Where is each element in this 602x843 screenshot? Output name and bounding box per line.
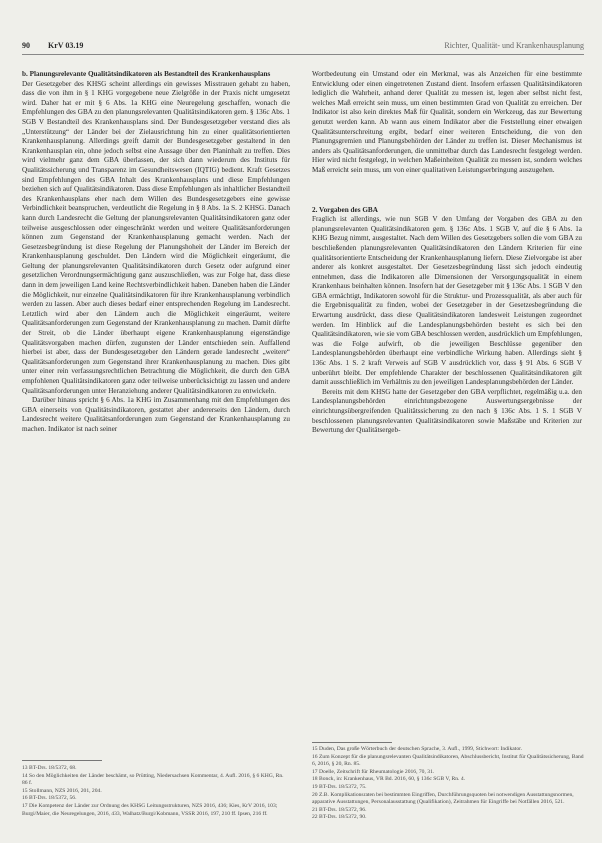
journal-abbreviation: KrV 03.19	[48, 41, 84, 50]
paragraph: Darüber hinaus spricht § 6 Abs. 1a KHG im Zusammenhang mit den Empfehlungen des GBA einerseits von Qualitätsindikatoren, gestattet aber andererseits den Ländern, durch Landesrecht weitere Qualitätsanforderungen zum Gegenstand der Krankenhausplanung zu machen. Indikator ist nach seiner	[22, 396, 290, 433]
footnote: 15 Stollmann, NZS 2016, 201, 204.	[22, 787, 102, 794]
footnote: 22 BT-Drs. 18/5372, 90.	[312, 814, 367, 821]
running-title: Richter, Qualität- und Krankenhausplanung	[444, 41, 584, 50]
paragraph: Der Gesetzgeber des KHSG scheint allerdings ein gewisses Misstrauen gehabt zu haben, dass die von ihm in § 1 KHG vorgegebene neue Zielgröße in der Praxis nicht umgesetzt wird. Daher hat er mit § 6 Abs. 1a KHG eine Neuregelung geschaffen, wonach die Empfehlungen des GBA zu den planungsrelevanten Qualitätsindikatoren gem. § 136c Abs. 1 SGB V Bestandteil des Krankenhausplans sind. Der Bundesgesetzgeber verstand dies als „Unterstützung“ der Länder bei der Zielausrichtung hin zu einer qualitätsorientierten Krankenhausplanung. Allerdings greift damit der Bundesgesetzgeber gestaltend in den Krankenhausplan ein, ohne jedoch selbst eine Aussage über den Planinhalt zu treffen. Dies wird vielmehr ganz dem GBA überlassen, der sich dann wiederum des Instituts für Qualitätssicherung und Transparenz im Gesundheitswesen (IQTIG) bedient. Kraft Gesetzes sind Empfehlungen des GBA Inhalt des Krankenhausplans und diese Empfehlungen beziehen sich auf Qualitätsindikatoren. Dass diese Empfehlungen als inhaltlicher Bestandteil des Krankenhausplans eher nach dem Willen des Bundesgesetzgebers eine gewisse Verbindlichkeit beanspruchen, verdeutlicht die Regelung in § 8 Abs. 1a S. 2 KHSG. Danach kann durch Landesrecht die Geltung der planungsrelevanten Qualitätsindikatoren ganz oder teilweise ausgeschlossen oder eingeschränkt werden und weitere Qualitätsanforderungen können zum Gegenstand der Krankenhausplanung gemacht werden. Nach der Gesetzesbegründung ist diese Regelung der Planungshoheit der Länder im Bereich der Krankenhausplanung geschuldet. Den Ländern wird die Möglichkeit eingeräumt, die Geltung der planungsrelevanten Qualitätsindikatoren durch Gesetz oder aufgrund einer gesetzlichen Verordnungsermächtigung ganz auszuschließen, was zur Folge hat, dass diese dann in dem jeweiligen Land keine Rechtsverbindlichkeit haben. Daneben haben die Länder die Möglichkeit, nur einzelne Qualitätsindikatoren für ihre Krankenhausplanung verbindlich werden zu lassen. Aber auch dieses bedarf einer entsprechenden Regelung im Landesrecht. Letztlich wird aber den Ländern auch die Möglichkeit eingeräumt, weitere Qualitätsanforderungen zum Gegenstand der Krankenhausplanung zu machen. Damit dürfte der Streit, ob die Länder überhaupt eigene Krankenhausplanung eigenständige Qualitätsvorgaben machen dürfen, zugunsten der Länder entschieden sein. Auffallend hierbei ist aber, dass der Bundesgesetzgeber den Ländern gerade landesrecht „weitere“ Qualitätsanforderungen zum Gegenstand ihrer Krankenhausplanung zu machen. Dies gibt unter einer rein verfassungsrechtlichen Betrachtung die Möglichkeit, die durch den GBA empfohlenen Qualitätsindikatoren ganz oder teilweise unberücksichtigt zu lassen und andere Qualitätsanforderungen unter Heranziehung anderer Qualitätsindikatoren zu entwickeln.	[22, 79, 290, 395]
section-heading-b: b. Planungsrelevante Qualitätsindikatoren als Bestandteil des Krankenhausplans	[22, 70, 271, 78]
section-heading-2: 2. Vorgaben des GBA	[312, 205, 378, 214]
footnote: 15 Duden, Das große Wörterbuch der deutschen Sprache, 3. Aufl., 1999, Stichwort: Indikator.	[312, 746, 523, 752]
footnote: 14 So den Möglichkeiten der Länder beschämt, so Prütting, Niedersachsen Kommentar, 4. Aufl. 2016, § 6 KHG, Rn. 86 f.	[22, 772, 284, 787]
footnote-rule	[312, 742, 392, 743]
footnote: 20 Z.B. Komplikationsraten bei bestimmten Eingriffen, Durchführungsquoten bei notwendigen Ausstattungsnormen, apparative Ausstattungen, Personalausstattung (Qualifikation), Zeitrahmen für Eingriffe bei Notfällen 2016, 521.	[312, 791, 574, 806]
footnotes-right	[312, 746, 584, 838]
paragraph: Bereits mit dem KHSG hatte der Gesetzgeber den GBA verpflichtet, regelmäßig u.a. den Landesplanungsbehörden einrichtungsbezogene Auswertungsergebnisse der einrichtungsübergreifenden Qualitätssicherung zu den nach § 136c Abs. 1 S. 1 SGB V beschlossenen planungsrelevanten Qualitätsindikatoren sowie Maßstäbe und Kriterien zur Bewertung der Qualitätsergeb-	[312, 387, 582, 435]
footnote: 21 BT-Drs. 18/5372, 96.	[312, 806, 367, 813]
page-number: 90	[22, 41, 30, 50]
footnotes-left	[22, 765, 290, 835]
footnote: 13 BT-Drs. 18/5372, 68.	[22, 765, 77, 771]
footnote: 16 Zum Konzept für die planungsrelevanten Qualitätsindikatoren, Abschlussbericht, Institut für Qualitätssicherung, Band 6, 2016, § 20, Rn. 85.	[312, 753, 584, 768]
footnote: 17 Doelle, Zeitschrift für Rheumatologie 2016, 70, 31.	[312, 768, 435, 775]
paragraph: Fraglich ist allerdings, wie nun SGB V den Umfang der Vorgaben des GBA zu den planungsrelevanten Qualitätsindikatoren gem. § 136c Abs. 1 SGB V, auf die § 6 Abs. 1a KHG Bezug nimmt, ausgestaltet. Nach dem Willen des Gesetzgebers sollen die vom GBA zu beschließenden planungsrelevanten Qualitätsindikatoren den Ländern Kriterien für eine qualitätsorientierte Entscheidung der Krankenhausplanung liefern. Diese Zielvorgabe ist aber anderer als konkret ausgestaltet. Der Gesetzesbegründung lässt sich jedoch eindeutig entnehmen, dass die Indikatoren alle Dimensionen der Versorgungsqualität in einem Krankenhaus beinhalten können. Insofern hat der Gesetzgeber mit § 136c Abs. 1 SGB V den GBA ermächtigt, Indikatoren sowohl für die Struktur- und Prozessqualität, als aber auch für die Ergebnisqualität zu finden, wobei der Gesetzgeber in der Gesetzesbegründung die Erwartung ausdrückt, dass diese Qualitätsindikatoren landesweit Leistungen zugeordnet werden. Im Hinblick auf die Landesplanungsbehörden besteht es sich bei den Qualitätsindikatoren, wie sie vom GBA beschlossen werden, ausdrücklich um Empfehlungen, was die Folge aufwirft, ob die jeweiligen Beschlüsse gegenüber den Landesplanungsbehörden überhaupt eine verbindliche Wirkung haben. Allerdings sieht § 136c Abs. 1 S. 2 kraft Verweis auf SGB V ausdrücklich vor, dass § 91 Abs. 6 SGB V unberührt bleibt. Der empfehlende Charakter der beschlossenen Qualitätsindikatoren gilt damit ausschließlich im Verhältnis zu den jeweiligen Landesplanungsbehörden der Länder.	[312, 215, 582, 387]
footnote: 18 Bonck, in: Krankenhaus, VR Bd. 2016, 60, § 136c SGB V, Rn. 4.	[312, 776, 466, 783]
header-rule	[22, 54, 584, 55]
right-column	[312, 70, 582, 750]
spacer	[312, 176, 582, 206]
footnote: 17 Die Kompetenz der Länder zur Ordnung des KHSG Leitungsstrukturen, NZS 2016, 436; Kies, KrV 2016, 103; Burgi/Maier, die Neuregelungen, 2016, 433, Walhatz/Burgi/Kobmann, VSSR 2016, 197, 210 ff. Ipsen, 216 ff.	[22, 802, 278, 817]
footnote: 16 BT-Drs. 18/5372, 56.	[22, 795, 77, 802]
left-column	[22, 70, 290, 750]
page-header	[22, 40, 584, 52]
footnote: 19 BT-Drs. 18/5372, 75.	[312, 783, 367, 790]
paragraph: Wortbedeutung ein Umstand oder ein Merkmal, was als Anzeichen für eine bestimmte Entwicklung oder einen eingetretenen Zustand dient. Insofern erfassen Qualitätsindikatoren lediglich die Wahrheit, anhand derer Qualität zu messen ist, legen aber selbst nicht fest, welches Maß erreicht sein muss, um einen bestimmten Grad von Qualität zu erreichen. Der Indikator ist also kein direktes Maß für Qualität, sondern ein Werkzeug, das zur Bewertung genutzt werden kann. Ab wann aus einem Indikator aber die Feststellung einer etwaigen Qualitätsunterschreitung ergibt, bedarf einer weiteren Entscheidung, die von den Planungsgremien und Planungsbehörden der Länder zu treffen ist. Dieser Mechanismus ist anders als Qualitätsanforderungen, die unmittelbar durch das Landesrecht festgelegt werden. Hier wird nicht festgelegt, in welchen Maßeinheiten Qualität zu messen ist, sondern welches Maß erreicht sein muss, um von einer qualitativen Leistungserbringung auszugehen.	[312, 70, 582, 174]
footnote-rule	[22, 760, 102, 761]
